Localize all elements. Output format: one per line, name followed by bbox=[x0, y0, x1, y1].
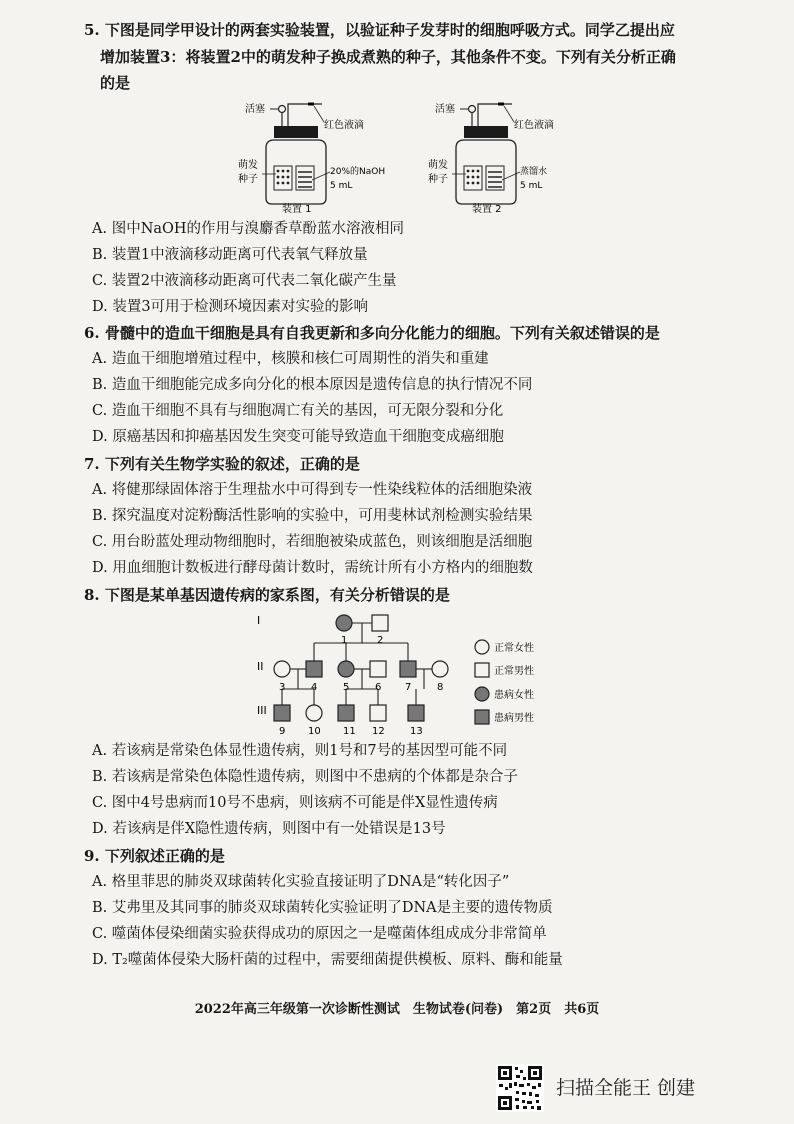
q6-option-c: C. 造血干细胞不具有与细胞凋亡有关的基因，可无限分裂和分化 bbox=[92, 403, 504, 419]
generation-label-2: II bbox=[257, 660, 264, 673]
individual-7 bbox=[400, 661, 416, 677]
individual-2 bbox=[372, 615, 388, 631]
individual-12 bbox=[370, 705, 386, 721]
apparatus-1 bbox=[238, 102, 385, 214]
q5-stem-line-1: 5. 下图是同学甲设计的两套实验装置，以验证种子发芽时的细胞呼吸方式。同学乙提出应 bbox=[84, 21, 675, 39]
normal-female-symbol bbox=[475, 640, 489, 654]
legend-normal-female: 正常女性 bbox=[494, 643, 534, 654]
apparatus-2-drop-label: 红色液滴 bbox=[514, 120, 554, 131]
individual-11 bbox=[338, 705, 354, 721]
rubber-stopper bbox=[464, 126, 508, 138]
apparatus-2-seed-label-2: 种子 bbox=[428, 174, 448, 185]
q7-option-d: D. 用血细胞计数板进行酵母菌计数时，需统计所有小方格内的细胞数 bbox=[92, 560, 533, 576]
individual-10 bbox=[306, 705, 322, 721]
legend-affected-female: 患病女性 bbox=[494, 690, 534, 701]
q5-option-c: C. 装置2中液滴移动距离可代表二氧化碳产生量 bbox=[92, 273, 397, 289]
normal-male-symbol bbox=[475, 663, 489, 677]
individual-13 bbox=[408, 705, 424, 721]
q5-option-a: A. 图中NaOH的作用与溴麝香草酚蓝水溶液相同 bbox=[92, 221, 405, 237]
apparatus-2 bbox=[428, 102, 554, 214]
individual-5 bbox=[338, 661, 354, 677]
q5-stem-line-2: 增加装置3：将装置2中的萌发种子换成煮熟的种子，其他条件不变。下列有关分析正确 bbox=[100, 48, 676, 66]
affected-male-symbol bbox=[475, 710, 489, 724]
apparatus-1-caption: 装置 1 bbox=[282, 204, 312, 214]
q7-option-b: B. 探究温度对淀粉酶活性影响的实验中，可用斐林试剂检测实验结果 bbox=[92, 508, 533, 524]
individual-2-number: 2 bbox=[377, 635, 384, 646]
q8-option-a: A. 若该病是常染色体显性遗传病，则1号和7号的基因型可能不同 bbox=[92, 743, 508, 759]
rubber-stopper bbox=[274, 126, 318, 138]
individual-8-number: 8 bbox=[437, 682, 444, 693]
pedigree-legend bbox=[475, 640, 534, 724]
apparatus-2-stopper-label: 活塞 bbox=[435, 104, 455, 115]
apparatus-1-drop-label: 红色液滴 bbox=[324, 120, 364, 131]
q6-option-d: D. 原癌基因和抑癌基因发生突变可能导致造血干细胞变成癌细胞 bbox=[92, 429, 504, 445]
q9-option-a: A. 格里菲思的肺炎双球菌转化实验直接证明了DNA是“转化因子” bbox=[92, 874, 510, 890]
q8-option-c: C. 图中4号患病而10号不患病，则该病不可能是伴X显性遗传病 bbox=[92, 795, 498, 811]
q6-option-b: B. 造血干细胞能完成多向分化的根本原因是遗传信息的执行情况不同 bbox=[92, 377, 533, 393]
individual-7-number: 7 bbox=[405, 682, 412, 693]
qr-code-icon bbox=[496, 1064, 544, 1112]
individual-13-number: 13 bbox=[410, 726, 423, 737]
individual-1 bbox=[336, 615, 352, 631]
legend-affected-male: 患病男性 bbox=[494, 713, 534, 724]
q5-apparatus-figure bbox=[230, 96, 570, 214]
affected-female-symbol bbox=[475, 687, 489, 701]
individual-1-number: 1 bbox=[341, 635, 348, 646]
individual-12-number: 12 bbox=[372, 726, 385, 737]
q7-option-c: C. 用台盼蓝处理动物细胞时，若细胞被染成蓝色，则该细胞是活细胞 bbox=[92, 534, 533, 550]
q9-stem: 9. 下列叙述正确的是 bbox=[84, 847, 225, 865]
individual-4 bbox=[306, 661, 322, 677]
q5-option-b: B. 装置1中液滴移动距离可代表氧气释放量 bbox=[92, 247, 368, 263]
generation-label-1: I bbox=[257, 614, 261, 627]
q8-stem: 8. 下图是某单基因遗传病的家系图，有关分析错误的是 bbox=[84, 586, 450, 604]
q6-stem: 6. 骨髓中的造血干细胞是具有自我更新和多向分化能力的细胞。下列有关叙述错误的是 bbox=[84, 324, 660, 342]
individual-9 bbox=[274, 705, 290, 721]
legend-normal-male: 正常男性 bbox=[494, 666, 534, 677]
q8-option-b: B. 若该病是常染色体隐性遗传病，则图中不患病的个体都是杂合子 bbox=[92, 769, 518, 785]
stopcock-icon bbox=[279, 106, 286, 113]
apparatus-1-solution-label-1: 20%的NaOH bbox=[330, 167, 386, 177]
stopcock-icon bbox=[469, 106, 476, 113]
apparatus-1-stopper-label: 活塞 bbox=[245, 104, 265, 115]
q6-option-a: A. 造血干细胞增殖过程中，核膜和核仁可周期性的消失和重建 bbox=[92, 351, 489, 367]
individual-3-number: 3 bbox=[279, 682, 286, 693]
individual-9-number: 9 bbox=[279, 726, 286, 737]
q7-stem: 7. 下列有关生物学实验的叙述，正确的是 bbox=[84, 455, 360, 473]
q9-option-d: D. T₂噬菌体侵染大肠杆菌的过程中，需要细菌提供模板、原料、酶和能量 bbox=[92, 952, 563, 968]
individual-11-number: 11 bbox=[343, 726, 356, 737]
individual-6 bbox=[370, 661, 386, 677]
q9-option-c: C. 噬菌体侵染细菌实验获得成功的原因之一是噬菌体组成成分非常简单 bbox=[92, 926, 547, 942]
q5-option-d: D. 装置3可用于检测环境因素对实验的影响 bbox=[92, 299, 369, 315]
generation-label-3: III bbox=[257, 704, 267, 717]
q7-option-a: A. 将健那绿固体溶于生理盐水中可得到专一性染线粒体的活细胞染液 bbox=[92, 482, 533, 498]
individual-5-number: 5 bbox=[343, 682, 350, 693]
individual-10-number: 10 bbox=[308, 726, 321, 737]
q8-option-d: D. 若该病是伴X隐性遗传病，则图中有一处错误是13号 bbox=[92, 821, 446, 837]
page-footer: 2022年高三年级第一次诊断性测试 生物试卷(问卷) 第2页 共6页 bbox=[194, 1002, 600, 1017]
apparatus-1-seed-label-2: 种子 bbox=[238, 174, 258, 185]
individual-3 bbox=[274, 661, 290, 677]
individual-4-number: 4 bbox=[311, 682, 318, 693]
apparatus-2-caption: 装置 2 bbox=[472, 204, 502, 214]
individual-8 bbox=[432, 661, 448, 677]
q8-pedigree-chart bbox=[248, 608, 568, 738]
apparatus-2-solution-label-1: 蒸馏水 bbox=[520, 167, 548, 177]
individual-6-number: 6 bbox=[375, 682, 382, 693]
apparatus-1-solution-label-2: 5 mL bbox=[330, 181, 353, 191]
apparatus-1-seed-label-1: 萌发 bbox=[238, 160, 258, 171]
apparatus-2-seed-label-1: 萌发 bbox=[428, 160, 448, 171]
scanner-watermark: 扫描全能王 创建 bbox=[556, 1077, 696, 1099]
q9-option-b: B. 艾弗里及其同事的肺炎双球菌转化实验证明了DNA是主要的遗传物质 bbox=[92, 900, 553, 916]
apparatus-2-solution-label-2: 5 mL bbox=[520, 181, 543, 191]
q5-stem-line-3: 的是 bbox=[100, 74, 131, 92]
